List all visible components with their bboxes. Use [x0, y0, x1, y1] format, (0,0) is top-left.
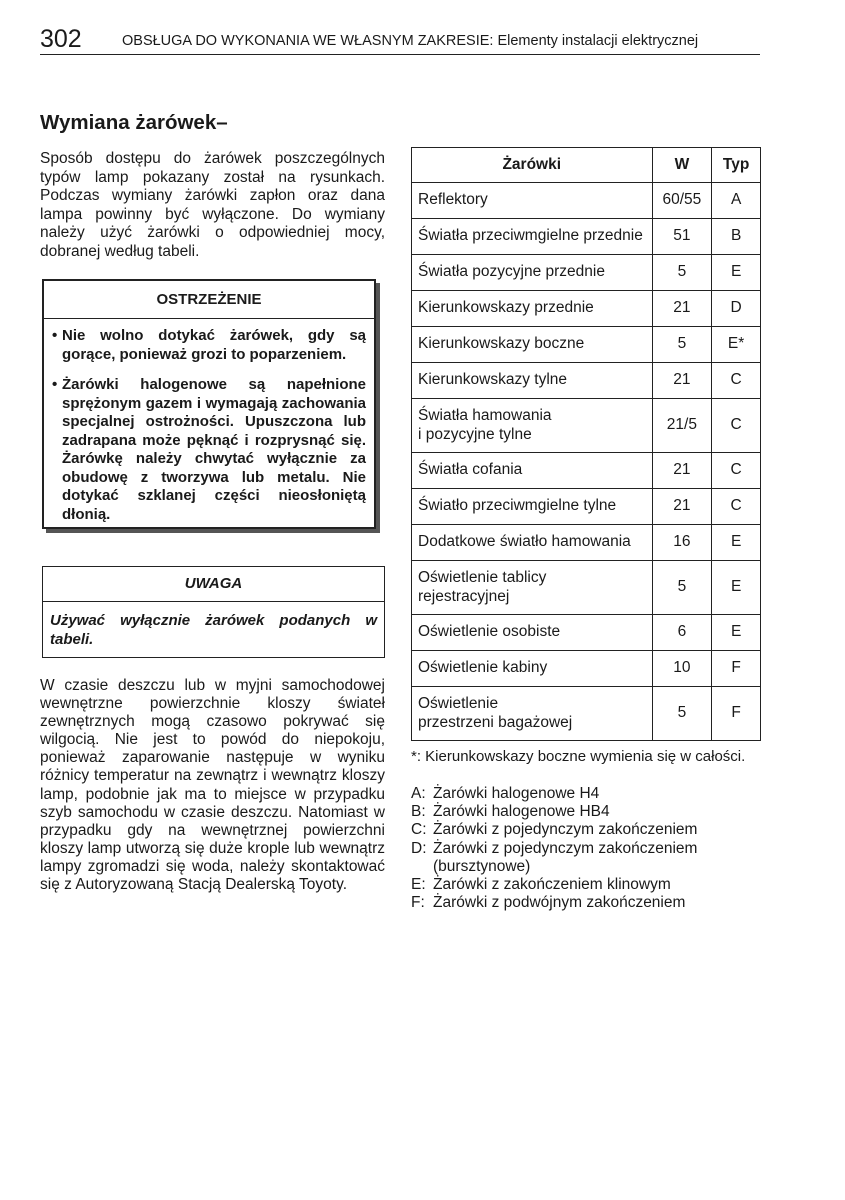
- running-head: OBSŁUGA DO WYKONANIA WE WŁASNYM ZAKRESIE: Elementy instalacji elektrycznej: [122, 33, 699, 49]
- header-bulbs: Żarówki: [412, 148, 653, 183]
- bulb-watts-cell: 51: [652, 219, 712, 255]
- bulb-watts-cell: 21: [652, 363, 712, 399]
- bulb-name-cell: Oświetlenie tablicy rejestracyjnej: [412, 561, 653, 615]
- table-row: [412, 183, 761, 219]
- bulb-type-cell: C: [712, 489, 761, 525]
- table-row: [412, 255, 761, 291]
- warning-box: [42, 279, 376, 529]
- bulb-watts-cell: 21/5: [652, 399, 712, 453]
- bulb-name-cell: Oświetlenie kabiny: [412, 651, 653, 687]
- bulb-type-cell: A: [712, 183, 761, 219]
- warning-item: • Nie wolno dotykać żarówek, gdy są gorące, ponieważ grozi to poparzeniem.: [52, 327, 366, 364]
- table-row: [412, 651, 761, 687]
- condensation-paragraph: W czasie deszczu lub w myjni samochodowej wewnętrzne powierzchnie kloszy świateł zewnętrznych mogą czasowo pokrywać się wilgocią. Nie jest to powód do niepokoju, ponieważ zaparowanie następuje w wyniku różnicy temperatur na zewnątrz i wewnątrz kloszy lamp, podobnie jak ma to miejsce w przypadku szyb samochodu w czasie deszczu. Natomiast w przypadku gdy na wewnętrznej powierzchni kloszy lamp utworzą się duże krople lub wewnątrz lampy zgromadzi się woda, należy skontaktować się z Autoryzowaną Stacją Dealerską Toyoty.: [40, 677, 385, 894]
- table-row: [412, 219, 761, 255]
- legend-key: A:: [411, 785, 426, 802]
- section-title: Wymiana żarówek–: [40, 111, 228, 134]
- legend-text: Żarówki z pojedynczym zakończeniem (bursztynowe): [433, 839, 698, 875]
- legend-text: Żarówki z zakończeniem klinowym: [433, 876, 671, 894]
- legend-item: [411, 803, 697, 821]
- bulb-name-cell: Oświetlenie przestrzeni bagażowej: [412, 687, 653, 741]
- bulb-name-cell: Dodatkowe światło hamowania: [412, 525, 653, 561]
- notice-box: [42, 566, 385, 658]
- table-row: [412, 561, 761, 615]
- bulb-type-cell: F: [712, 651, 761, 687]
- legend-text: Żarówki z podwójnym zakończeniem: [433, 894, 686, 912]
- table-row: [412, 687, 761, 741]
- page-number: 302: [40, 25, 82, 53]
- legend-key: D:: [411, 839, 427, 857]
- table-footnote: *: Kierunkowskazy boczne wymienia się w całości.: [411, 748, 746, 765]
- bulb-type-cell: E*: [712, 327, 761, 363]
- table-row: [412, 615, 761, 651]
- legend-item: [411, 785, 697, 803]
- bulb-type-cell: B: [712, 219, 761, 255]
- bulb-watts-cell: 5: [652, 255, 712, 291]
- table-row: [412, 489, 761, 525]
- bulb-table-body: [412, 183, 761, 741]
- bulb-type-cell: C: [712, 453, 761, 489]
- bulb-type-cell: E: [712, 255, 761, 291]
- warning-item: • Żarówki halogenowe są napełnione sprężonym gazem i wymagają zachowania specjalnej ostrożności. Upuszczona lub zadrapana może pęknąć i rozprysnąć się. Żarówkę należy chwytać wyłącznie za obudowę z tworzywa lub metalu. Nie dotykać szklanej części nieosłoniętą dłonią.: [52, 376, 366, 524]
- legend-key: B:: [411, 803, 426, 821]
- bulb-name-cell: Światło przeciwmgielne tylne: [412, 489, 653, 525]
- bulb-type-legend: [411, 785, 697, 912]
- bulb-table: [411, 147, 761, 741]
- table-row: [412, 453, 761, 489]
- legend-item: [411, 894, 697, 912]
- table-header-row: [412, 148, 761, 183]
- bulb-watts-cell: 21: [652, 489, 712, 525]
- table-row: [412, 525, 761, 561]
- bulb-watts-cell: 6: [652, 615, 712, 651]
- bulb-name-cell: Kierunkowskazy boczne: [412, 327, 653, 363]
- bulb-type-cell: C: [712, 363, 761, 399]
- legend-item: [411, 821, 697, 839]
- bulb-name-cell: Kierunkowskazy tylne: [412, 363, 653, 399]
- bulb-name-cell: Światła przeciwmgielne przednie: [412, 219, 653, 255]
- bulb-type-cell: C: [712, 399, 761, 453]
- bulb-type-cell: D: [712, 291, 761, 327]
- bulb-watts-cell: 60/55: [652, 183, 712, 219]
- header-watts: W: [652, 148, 712, 183]
- intro-paragraph: Sposób dostępu do żarówek poszczególnych typów lamp pokazany został na rysunkach. Podczas wymiany żarówki zapłon oraz dana lampa powinny być wyłączone. Do wymiany należy użyć żarówki o odpowiedniej mocy, dobranej według tabeli.: [40, 150, 385, 260]
- bulb-name-cell: Oświetlenie osobiste: [412, 615, 653, 651]
- legend-text: Żarówki halogenowe HB4: [433, 803, 610, 821]
- table-row: [412, 291, 761, 327]
- page-header: [40, 24, 760, 55]
- table-row: [412, 327, 761, 363]
- bulb-name-cell: Reflektory: [412, 183, 653, 219]
- legend-text: Żarówki halogenowe H4: [433, 785, 600, 802]
- bulb-name-cell: Światła hamowania i pozycyjne tylne: [412, 399, 653, 453]
- bulb-watts-cell: 5: [652, 327, 712, 363]
- table-row: [412, 363, 761, 399]
- bulb-watts-cell: 21: [652, 453, 712, 489]
- bulb-watts-cell: 5: [652, 561, 712, 615]
- table-row: [412, 399, 761, 453]
- warning-list: [44, 319, 374, 524]
- bulb-type-cell: E: [712, 615, 761, 651]
- bulb-type-cell: E: [712, 525, 761, 561]
- bulb-name-cell: Kierunkowskazy przednie: [412, 291, 653, 327]
- warning-title: OSTRZEŻENIE: [44, 281, 374, 319]
- legend-key: E:: [411, 876, 426, 894]
- bulb-name-cell: Światła cofania: [412, 453, 653, 489]
- notice-text: Używać wyłącznie żarówek podanych w tabeli.: [50, 612, 377, 648]
- bulb-watts-cell: 16: [652, 525, 712, 561]
- bulb-name-cell: Światła pozycyjne przednie: [412, 255, 653, 291]
- bulb-type-cell: E: [712, 561, 761, 615]
- header-type: Typ: [712, 148, 761, 183]
- legend-item: [411, 840, 697, 876]
- legend-item: [411, 876, 697, 894]
- legend-key: F:: [411, 894, 425, 912]
- bulb-type-cell: F: [712, 687, 761, 741]
- bulb-watts-cell: 10: [652, 651, 712, 687]
- notice-title: UWAGA: [43, 567, 384, 602]
- bulb-watts-cell: 5: [652, 687, 712, 741]
- legend-text: Żarówki z pojedynczym zakończeniem: [433, 821, 698, 839]
- bulb-watts-cell: 21: [652, 291, 712, 327]
- legend-key: C:: [411, 821, 427, 839]
